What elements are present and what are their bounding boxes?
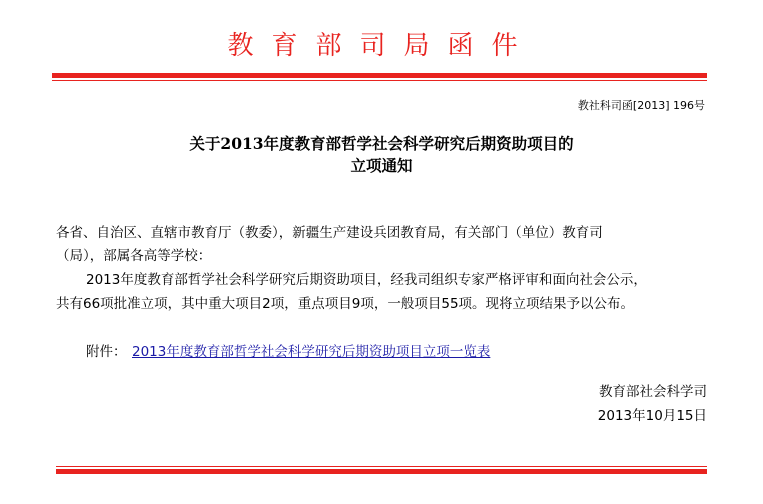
attachment-label: 附件： bbox=[86, 344, 127, 360]
header-red-rule bbox=[52, 73, 707, 78]
attachment-link[interactable]: 2013年度教育部哲学社会科学研究后期资助项目立项一览表 bbox=[132, 344, 491, 360]
salutation-line-1: 各省、自治区、直辖市教育厅（教委），新疆生产建设兵团教育局，有关部门（单位）教育司 bbox=[56, 225, 603, 241]
footer-thin-rule bbox=[56, 466, 707, 467]
salutation-line-2: （局），部属各高等学校： bbox=[56, 248, 212, 264]
issuer-name: 教育部社会科学司 bbox=[599, 384, 707, 400]
notice-title-line-2: 立项通知 bbox=[350, 156, 413, 175]
paragraph-line-1: 2013年度教育部哲学社会科学研究后期资助项目，经我司组织专家严格评审和面向社会公示， bbox=[86, 272, 647, 288]
header-thin-rule bbox=[52, 80, 707, 81]
footer-red-rule bbox=[56, 469, 707, 474]
notice-title-line-1: 关于2013年度教育部哲学社会科学研究后期资助项目的 bbox=[189, 134, 574, 153]
issue-date: 2013年10月15日 bbox=[597, 408, 707, 424]
paragraph-line-2: 共有66项批准立项，其中重大项目2项，重点项目9项，一般项目55项。现将立项结果予以公布。 bbox=[56, 296, 635, 312]
document-number: 教社科司函[2013] 196号 bbox=[577, 99, 705, 112]
letterhead-title: 教育部司局函件 bbox=[227, 31, 536, 61]
